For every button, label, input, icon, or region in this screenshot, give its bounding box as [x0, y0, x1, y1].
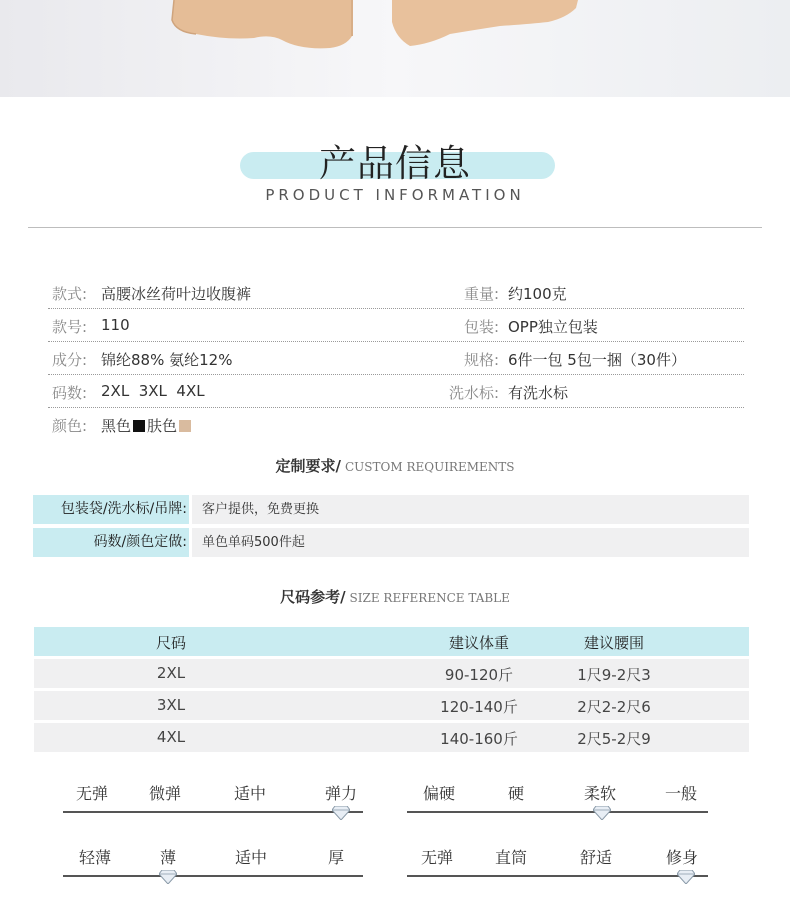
cell-size: 2XL: [156, 664, 186, 682]
cell-waist: 1尺9-2尺3: [577, 666, 651, 684]
header-weight: 建议体重: [448, 634, 509, 652]
section-title: [0, 97, 790, 227]
info-value: 有洗水标: [508, 384, 569, 402]
custom-heading-cn: 定制要求/: [275, 457, 341, 475]
cell-weight: 90-120斤: [444, 666, 514, 684]
title-cn: 产品信息: [319, 142, 471, 185]
elasticity-scale: [63, 781, 363, 821]
info-row: [48, 342, 744, 375]
size-heading: [0, 586, 790, 607]
title-en: PRODUCT INFORMATION: [265, 186, 525, 204]
info-value: OPP独立包装: [508, 318, 598, 336]
fit-scale: [407, 845, 708, 885]
custom-requirements-table: [33, 495, 749, 561]
info-value: 2XL 3XL 4XL: [101, 382, 205, 400]
info-value: 高腰冰丝荷叶边收腹裤: [101, 285, 252, 303]
color-black-label: 黑色: [101, 417, 132, 435]
custom-key: 码数/颜色定做:: [33, 528, 189, 557]
custom-heading: [0, 455, 790, 476]
diamond-icon: [332, 806, 350, 820]
size-heading-cn: 尺码参考/: [280, 588, 346, 606]
info-row: [48, 276, 744, 309]
cell-size: 4XL: [156, 728, 186, 746]
product-photo: [0, 0, 790, 97]
info-key: 包装:: [463, 318, 499, 336]
cell-weight: 140-160斤: [440, 730, 518, 748]
cell-weight: 120-140斤: [440, 698, 518, 716]
table-row: [33, 528, 749, 557]
info-key: 颜色:: [52, 417, 88, 435]
scale-label: 微弹: [149, 784, 182, 803]
size-heading-en: SIZE REFERENCE TABLE: [349, 591, 510, 605]
scale-track: [407, 811, 708, 813]
scale-label: 柔软: [584, 784, 617, 803]
info-row: [48, 309, 744, 342]
scale-label: 适中: [234, 784, 267, 803]
thickness-scale: [63, 845, 363, 885]
scale-label: 无弹: [421, 848, 454, 867]
scale-track: [63, 875, 363, 877]
table-row: [33, 495, 749, 524]
cell-waist: 2尺5-2尺9: [577, 730, 651, 748]
info-value: 约100克: [508, 285, 567, 303]
scale-label: 厚: [328, 848, 345, 867]
scale-track: [63, 811, 363, 813]
table-row: [34, 691, 749, 720]
table-row: [34, 659, 749, 688]
scale-label: 舒适: [580, 848, 613, 867]
info-value: 6件一包 5包一捆（30件）: [508, 351, 686, 369]
scale-label: 修身: [666, 848, 699, 867]
info-value: 锦纶88% 氨纶12%: [101, 351, 233, 369]
scale-label: 直筒: [495, 848, 528, 867]
info-key: 重量:: [463, 285, 499, 303]
info-key: 款式:: [52, 285, 88, 303]
scale-label: 偏硬: [423, 784, 456, 803]
table-header: [34, 627, 749, 656]
custom-heading-en: CUSTOM REQUIREMENTS: [344, 460, 515, 474]
table-row: [34, 723, 749, 752]
cell-size: 3XL: [156, 696, 186, 714]
product-info-table: [48, 276, 744, 440]
divider: [28, 227, 762, 228]
scale-label: 弹力: [325, 784, 358, 803]
header-size: 尺码: [155, 634, 186, 652]
info-row-colors: [48, 408, 744, 440]
info-row: [48, 375, 744, 408]
scale-label: 一般: [665, 784, 698, 803]
custom-value: 客户提供，免费更换: [192, 495, 749, 524]
info-key: 码数:: [52, 384, 88, 402]
info-key: 洗水标:: [448, 384, 499, 402]
scale-label: 轻薄: [79, 848, 112, 867]
color-options: [101, 415, 193, 436]
color-skin-label: 肤色: [147, 417, 178, 435]
color-swatch-skin: [179, 420, 191, 432]
header-waist: 建议腰围: [583, 634, 644, 652]
cell-waist: 2尺2-2尺6: [577, 698, 651, 716]
softness-scale: [407, 781, 708, 821]
custom-value: 单色单码500件起: [192, 528, 749, 557]
info-key: 款号:: [52, 318, 88, 336]
color-swatch-black: [133, 420, 145, 432]
diamond-icon: [593, 806, 611, 820]
scale-label: 硬: [508, 784, 525, 803]
scale-label: 无弹: [76, 784, 109, 803]
info-value: 110: [101, 316, 130, 334]
diamond-icon: [677, 870, 695, 884]
diamond-icon: [159, 870, 177, 884]
info-key: 成分:: [52, 351, 88, 369]
custom-key: 包装袋/洗水标/吊牌:: [33, 495, 189, 524]
info-key: 规格:: [463, 351, 499, 369]
scale-label: 薄: [160, 848, 177, 867]
scale-track: [407, 875, 708, 877]
scale-label: 适中: [235, 848, 268, 867]
size-reference-table: [34, 627, 749, 752]
